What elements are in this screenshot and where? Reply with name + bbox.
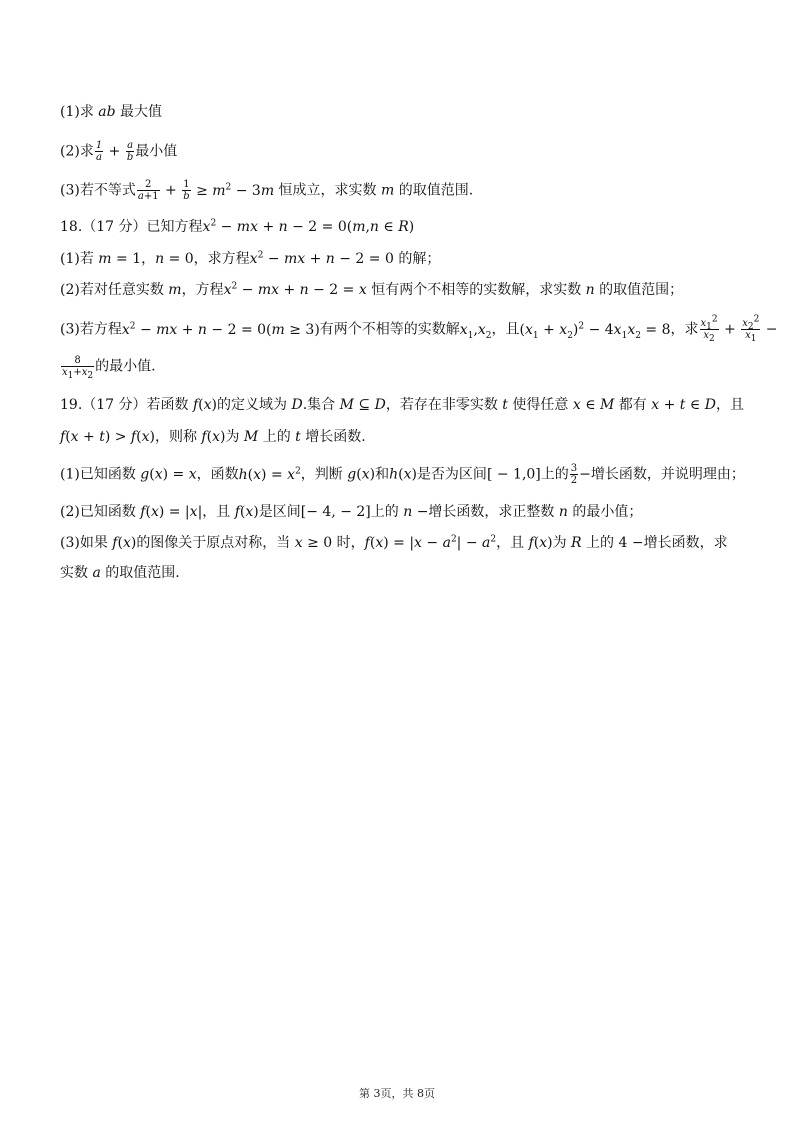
q19-part1: (1)已知函数 g(x) = x，函数$h(x) = x^2$，判断 g(x)和h(x)是否为区间[ − 1,0]上的 $\frac{3}{2}$ −增长函数，并说明理由；	[60, 463, 745, 486]
q19-heading-cont: f(x + t) > f(x)，则称 f(x)为 M 上的 t 增长函数.	[60, 429, 366, 445]
q19-part3-cont: 实数 a 的取值范围.	[60, 565, 180, 581]
q19-heading: 19.（17 分）若函数 f(x)的定义域为 D.集合 M ⊆ D，若存在非零实数 t 使得任意 x ∈ M 都有 x + t ∈ D，且	[60, 397, 744, 413]
q17-part3: (3)若不等式 $\frac{2}{a+1}$ + $\frac{1}{b}$ ≥ $m^2 - 3m$ 恒成立，求实数 m 的取值范围.	[60, 179, 474, 202]
q18-part3: (3)若方程$x^2$ − mx + n − 2 = 0(m ≥ 3)有两个不相等的实数解$x_1,x_2$，且$(x_1 + x_2)^2 - 4x_1x_2 = 8$，求 $\frac{x_1^2}{x_2}$ + $\frac{x_2^2}{x_1}$ −	[60, 314, 778, 344]
q17-part2: (2)求 $\frac{1}{a}$ + $\frac{a}{b}$ 最小值	[60, 140, 178, 163]
q17-part1: (1)求 ab 最大值	[60, 104, 163, 120]
q18-part3-cont: $\frac{8}{x_1+x_2}$ 的最小值.	[62, 355, 156, 381]
q19-part2: (2)已知函数 f(x) = |x|，且 f(x)是区间[− 4, − 2]上的 n −增长函数，求正整数 n 的最小值；	[60, 504, 643, 520]
q18-heading: 18.（17 分）已知方程$x^2$ − mx + n − 2 = 0(m,n ∈ R)	[60, 218, 415, 235]
q18-part2: (2)若对任意实数 m，方程$x^2$ − mx + n − 2 = x 恒有两个不相等的实数解，求实数 n 的取值范围；	[60, 281, 684, 298]
q19-part3: (3)如果 f(x)的图像关于原点对称，当 x ≥ 0 时，$f(x) = |x - a^2| - a^2$，且 f(x)为 R 上的 4 −增长函数，求	[60, 534, 728, 551]
page-footer: 第 3页，共 8页	[359, 1087, 435, 1100]
q18-part1: (1)若 m = 1，n = 0，求方程$x^2$ − mx + n − 2 = 0 的解；	[60, 250, 441, 267]
